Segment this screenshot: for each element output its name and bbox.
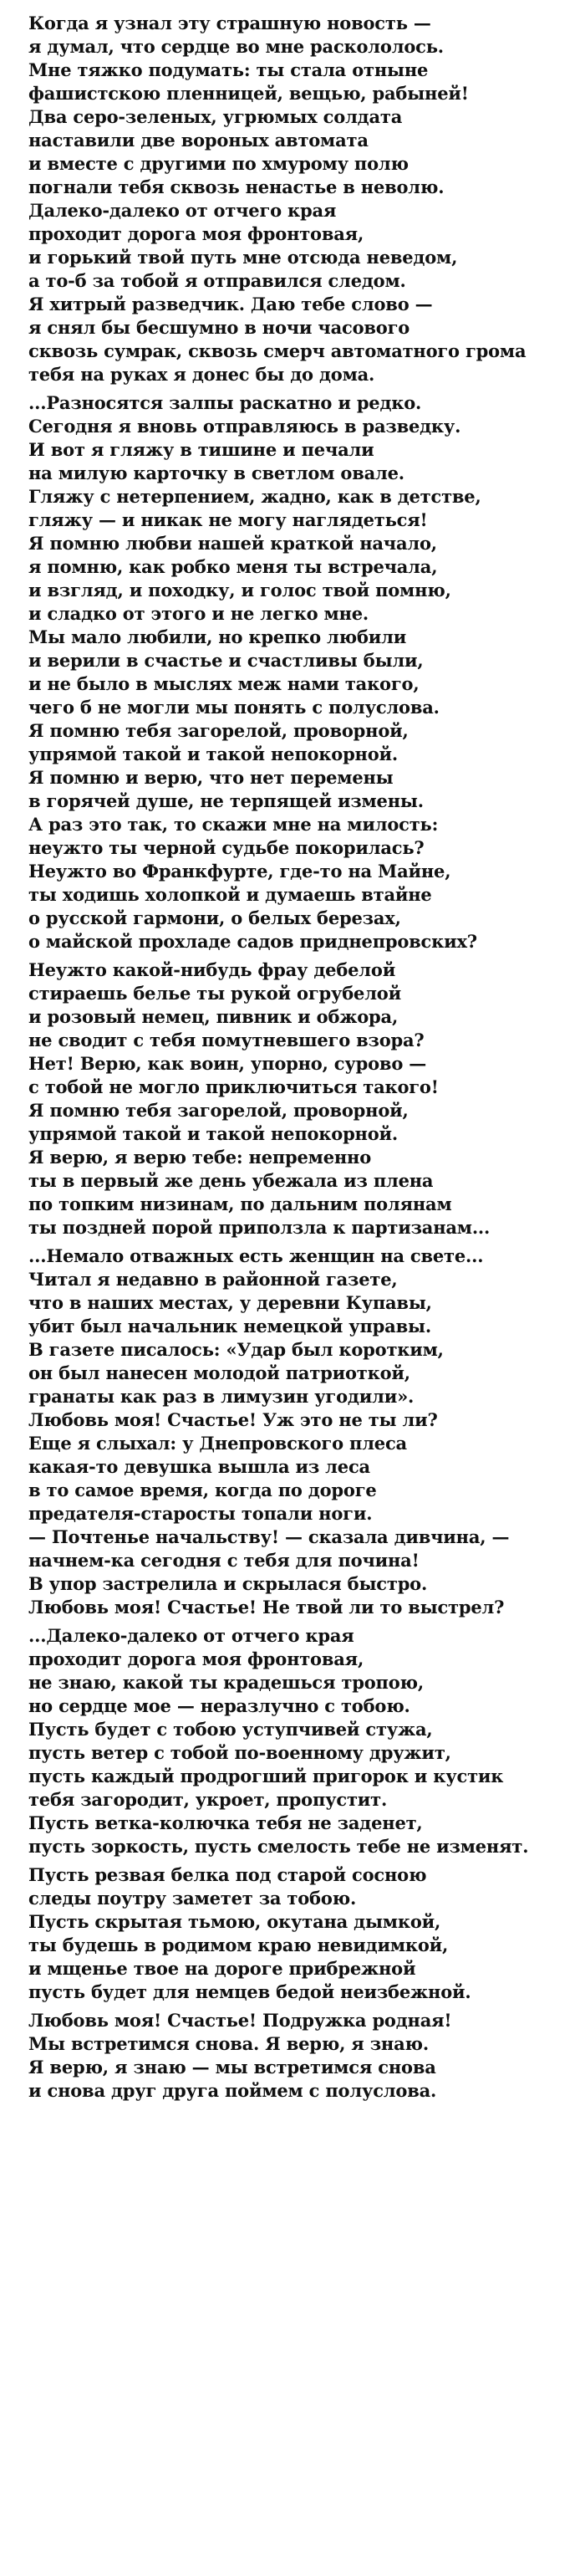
poem-line: о русской гармони, о белых березах, <box>28 907 401 928</box>
poem-line: неужто ты черной судьбе покорилась? <box>28 837 425 858</box>
poem-line: по топким низинам, по дальним полянам <box>28 1193 452 1214</box>
poem-line: и горький твой путь мне отсюда неведом, <box>28 247 458 268</box>
poem-line: и снова друг друга поймем с полуслова. <box>28 2080 437 2101</box>
poem-line: предателя-старосты топали ноги. <box>28 1503 373 1524</box>
poem-line: я помню, как робко меня ты встречала, <box>28 556 438 577</box>
poem-line: и взгляд, и походку, и голос твой помню, <box>28 580 451 601</box>
poem-line: пусть каждый продрогший пригорок и кустик <box>28 1766 504 1786</box>
poem-line: Я помню любви нашей краткой начало, <box>28 533 437 554</box>
poem-line: В упор застрелила и скрылася быстро. <box>28 1573 428 1594</box>
poem-stanza-3 <box>28 958 567 1239</box>
poem-line: Гляжу с нетерпением, жадно, как в детстве, <box>28 486 481 507</box>
poem-line: на милую карточку в светлом овале. <box>28 463 404 483</box>
poem-line: Любовь моя! Счастье! Уж это не ты ли? <box>28 1409 438 1430</box>
poem-line: но сердце мое — неразлучно с тобою. <box>28 1695 410 1716</box>
poem-line: Когда я узнал эту страшную новость — <box>28 13 431 33</box>
poem-line: Любовь моя! Счастье! Не твой ли то выстрел? <box>28 1597 505 1618</box>
poem-line: гляжу — и никак не могу наглядеться! <box>28 509 428 530</box>
poem-line: чего б не могли мы понять с полуслова. <box>28 697 440 718</box>
poem-line: не сводит с тебя помутневшего взора? <box>28 1030 425 1050</box>
poem-line: В газете писалось: «Удар был коротким, <box>28 1339 444 1360</box>
poem-line: и не было в мыслях меж нами такого, <box>28 673 420 694</box>
poem-line: А раз это так, то скажи мне на милость: <box>28 814 439 835</box>
poem-line: пусть будет для немцев бедой неизбежной. <box>28 1981 471 2002</box>
poem-line: Неужто какой-нибудь фрау дебелой <box>28 959 396 980</box>
poem-line: Мне тяжко подумать: ты стала отныне <box>28 59 429 80</box>
poem-line: с тобой не могло приключиться такого! <box>28 1076 439 1097</box>
poem-stanza-4 <box>28 1245 567 1619</box>
poem-line: и розовый немец, пивник и обжора, <box>28 1006 399 1027</box>
poem-line: упрямой такой и такой непокорной. <box>28 744 399 764</box>
poem-line: и верили в счастье и счастливы были, <box>28 650 424 671</box>
poem-line: Два серо-зеленых, угрюмых солдата <box>28 106 403 127</box>
poem-line: Я помню тебя загорелой, проворной, <box>28 1100 409 1121</box>
poem-line: Мы встретимся снова. Я верю, я знаю. <box>28 2033 429 2054</box>
poem-stanza-7 <box>28 2009 567 2103</box>
poem-line: ...Разносятся залпы раскатно и редко. <box>28 392 422 413</box>
poem-line: стираешь белье ты рукой огрубелой <box>28 983 401 1004</box>
poem-line: Пусть резвая белка под старой сосною <box>28 1864 427 1885</box>
poem-line: о майской прохладе садов приднепровских? <box>28 931 477 952</box>
poem-line: я снял бы бесшумно в ночи часового <box>28 317 410 338</box>
poem-line: и вместе с другими по хмурому полю <box>28 153 409 174</box>
poem-line: Любовь моя! Счастье! Подружка родная! <box>28 2010 452 2031</box>
poem-line: что в наших местах, у деревни Купавы, <box>28 1292 432 1313</box>
poem-line: Далеко-далеко от отчего края <box>28 200 337 221</box>
poem-line: он был нанесен молодой патриоткой, <box>28 1362 410 1383</box>
poem-line: проходит дорога моя фронтовая, <box>28 1648 364 1669</box>
poem-line: Я помню и верю, что нет перемены <box>28 767 394 788</box>
poem-line: Я верю, я верю тебе: непременно <box>28 1147 372 1168</box>
poem-line: пусть зоркость, пусть смелость тебе не изменят. <box>28 1836 529 1857</box>
poem-line: в горячей душе, не терпящей измены. <box>28 790 424 811</box>
poem-line: сквозь сумрак, сквозь смерч автоматного грома <box>28 340 526 361</box>
poem-line: тебя загородит, укроет, пропустит. <box>28 1789 388 1810</box>
poem-line: начнем-ка сегодня с тебя для почина! <box>28 1550 420 1571</box>
poem-line: ...Немало отважных есть женщин на свете... <box>28 1245 484 1266</box>
poem-line: наставили две вороных автомата <box>28 130 369 151</box>
poem-line: ты ходишь холопкой и думаешь втайне <box>28 884 432 905</box>
poem-line: упрямой такой и такой непокорной. <box>28 1123 399 1144</box>
poem-line: в то самое время, когда по дороге <box>28 1480 377 1500</box>
poem-line: какая-то девушка вышла из леса <box>28 1456 370 1477</box>
poem-stanza-6 <box>28 1863 567 2004</box>
poem-line: Пусть скрытая тьмою, окутана дымкой, <box>28 1911 441 1932</box>
poem-line: пусть ветер с тобой по-военному дружит, <box>28 1742 451 1763</box>
poem-line: И вот я гляжу в тишине и печали <box>28 439 374 460</box>
poem-line: Неужто во Франкфурте, где-то на Майне, <box>28 861 451 882</box>
poem-line: — Почтенье начальству! — сказала дивчина, — <box>28 1526 510 1547</box>
poem-line: ...Далеко-далеко от отчего края <box>28 1625 354 1646</box>
poem-line: Мы мало любили, но крепко любили <box>28 626 407 647</box>
poem-stanza-2 <box>28 391 567 953</box>
poem-line: проходит дорога моя фронтовая, <box>28 223 364 244</box>
poem-line: Пусть ветка-колючка тебя не заденет, <box>28 1812 423 1833</box>
poem-line: Читал я недавно в районной газете, <box>28 1269 398 1290</box>
poem-line: ты поздней порой приползла к партизанам... <box>28 1217 491 1238</box>
poem-line: а то-б за тобой я отправился следом. <box>28 270 406 291</box>
poem-line: следы поутру заметет за тобою. <box>28 1888 357 1909</box>
poem-line: ты будешь в родимом краю невидимкой, <box>28 1935 449 1955</box>
poem-line: Я хитрый разведчик. Даю тебе слово — <box>28 294 433 314</box>
poem-line: и мщенье твое на дороге прибрежной <box>28 1958 416 1979</box>
poem-line: ты в первый же день убежала из плена <box>28 1170 434 1191</box>
poem-stanza-5 <box>28 1624 567 1858</box>
poem-stanza-1 <box>28 12 567 386</box>
poem-line: Сегодня я вновь отправляюсь в разведку. <box>28 416 461 437</box>
poem-line: тебя на руках я донес бы до дома. <box>28 364 375 385</box>
poem-line: погнали тебя сквозь ненастье в неволю. <box>28 176 445 197</box>
poem-line: Нет! Верю, как воин, упорно, сурово — <box>28 1053 427 1074</box>
poem-line: Я верю, я знаю — мы встретимся снова <box>28 2057 436 2078</box>
poem-line: не знаю, какой ты крадешься тропою, <box>28 1672 424 1693</box>
poem-line: фашистскою пленницей, вещью, рабыней! <box>28 83 469 104</box>
poem-line: Я помню тебя загорелой, проворной, <box>28 720 409 741</box>
poem-line: гранаты как раз в лимузин угодили». <box>28 1386 415 1407</box>
poem-line: убит был начальник немецкой управы. <box>28 1316 431 1337</box>
poem-line: и сладко от этого и не легко мне. <box>28 603 369 624</box>
poem-line: Пусть будет с тобою уступчивей стужа, <box>28 1719 433 1740</box>
poem-line: Еще я слыхал: у Днепровского плеса <box>28 1433 407 1454</box>
poem-line: я думал, что сердце во мне раскололось. <box>28 36 444 57</box>
